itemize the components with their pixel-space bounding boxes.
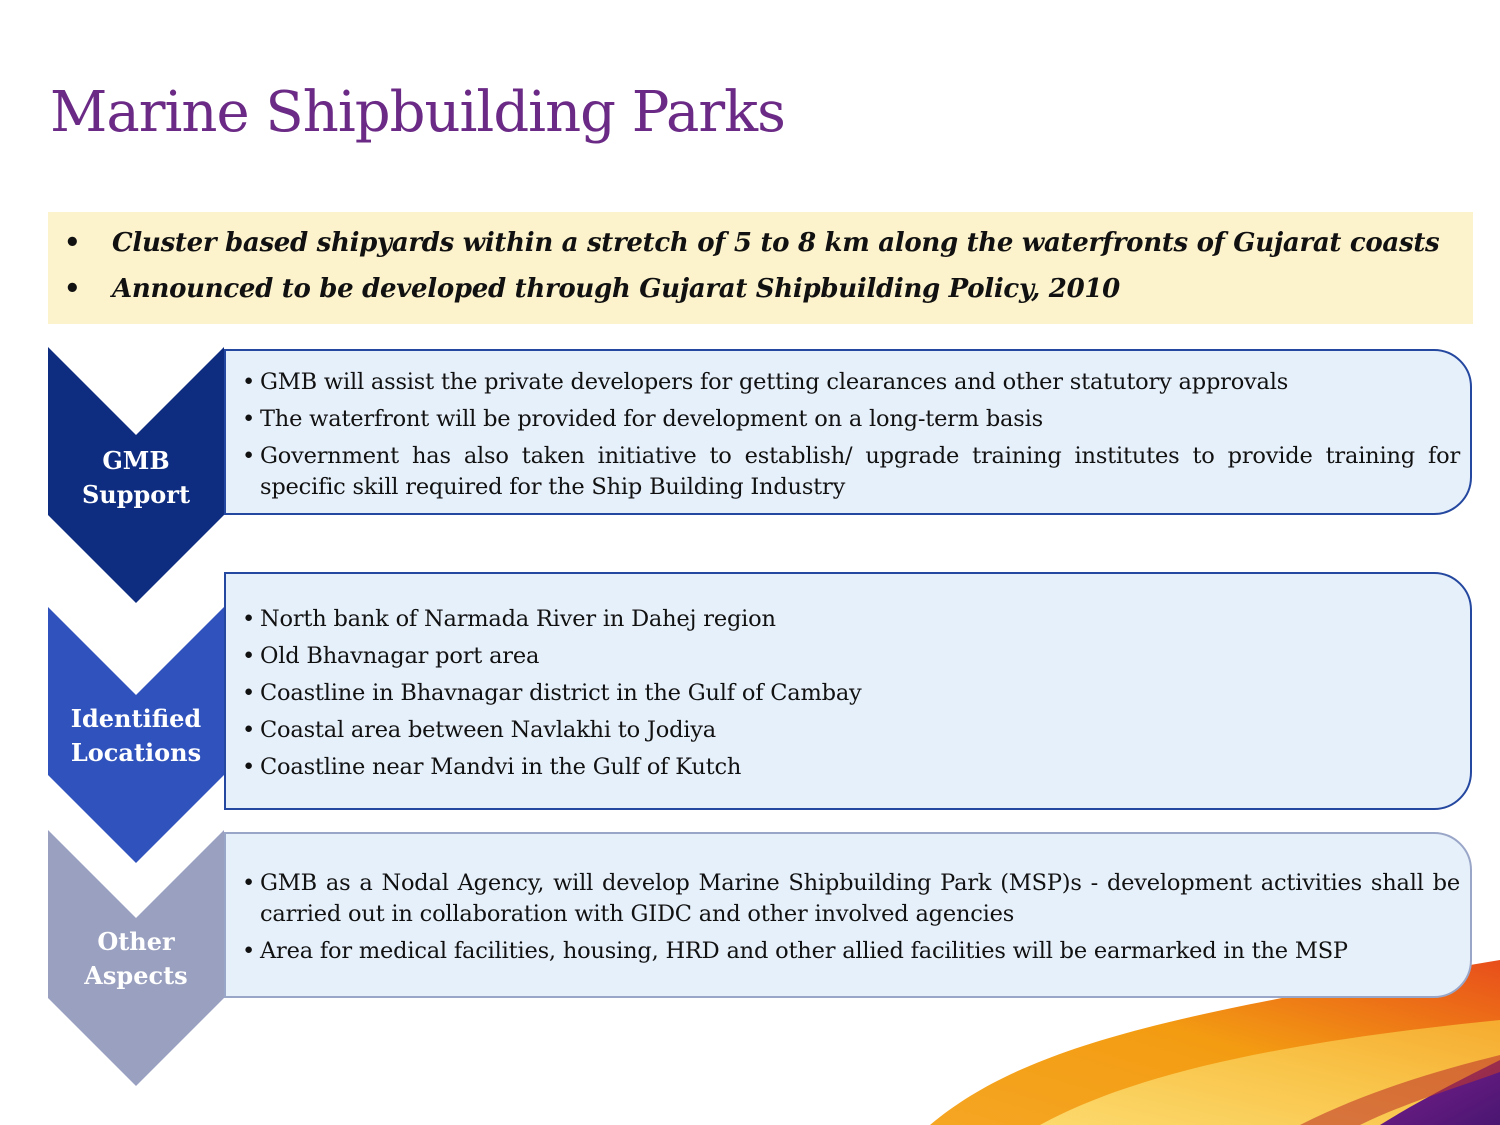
list-item: • GMB as a Nodal Agency, will develop Marine Shipbuilding Park (MSP)s - development activities shall be carried out in collaboration with GIDC and other involved agencies	[240, 868, 1460, 930]
section-label-identified-locations: Identified Locations	[70, 704, 202, 767]
list-item: • Coastal area between Navlakhi to Jodiya	[240, 715, 1460, 746]
list-item: • Government has also taken initiative to establish/ upgrade training institutes to provide training for specific skill required for the Ship Building Industry	[240, 441, 1460, 503]
other-aspects-box	[224, 832, 1472, 998]
gmb-support-box	[224, 349, 1472, 515]
identified-locations-box	[224, 572, 1472, 810]
page-title: Marine Shipbuilding Parks	[50, 80, 785, 145]
section-label-gmb-support: GMB Support	[81, 446, 191, 509]
list-item: • Area for medical facilities, housing, HRD and other allied facilities will be earmarked in the MSP	[240, 936, 1460, 967]
list-item: • Coastline in Bhavnagar district in the Gulf of Cambay	[240, 678, 1460, 709]
list-item: • The waterfront will be provided for development on a long-term basis	[240, 404, 1460, 435]
list-item: • Coastline near Mandvi in the Gulf of Kutch	[240, 752, 1460, 783]
section-label-other-aspects: Other Aspects	[84, 927, 188, 990]
list-item: • North bank of Narmada River in Dahej region	[240, 604, 1460, 635]
banner-item: • Announced to be developed through Gujarat Shipbuilding Policy, 2010	[64, 274, 1120, 304]
banner-item: • Cluster based shipyards within a stretch of 5 to 8 km along the waterfronts of Gujarat coasts	[64, 228, 1440, 258]
list-item: • Old Bhavnagar port area	[240, 641, 1460, 672]
list-item: • GMB will assist the private developers for getting clearances and other statutory approvals	[240, 367, 1460, 398]
